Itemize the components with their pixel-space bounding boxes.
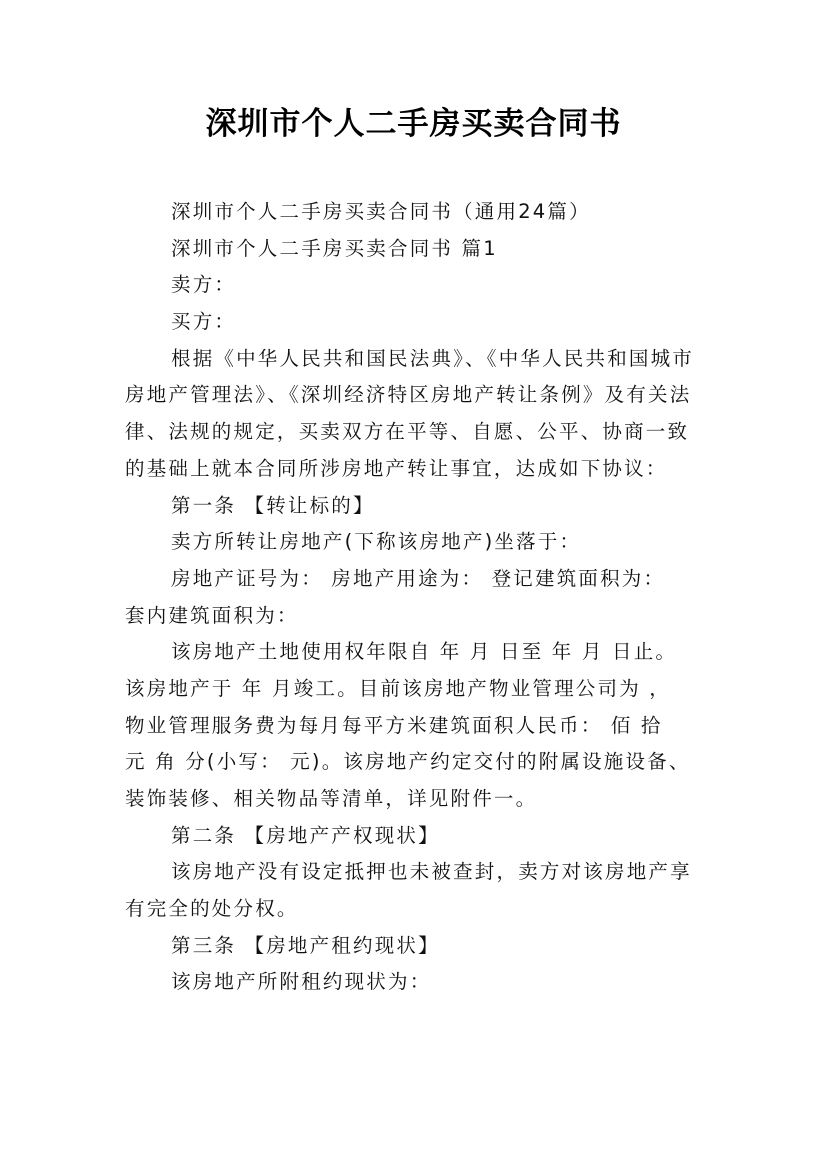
document-line: 第二条 【房地产产权现状】 [171, 823, 440, 847]
document-line: 装饰装修、相关物品等清单，详见附件一。 [125, 787, 538, 810]
document-body [125, 194, 717, 1001]
document-line: 深圳市个人二手房买卖合同书 篇1 [171, 236, 498, 260]
document-line: 卖方： [171, 273, 237, 297]
document-line: 该房地产土地使用权年限自 年 月 日至 年 月 日止。 [171, 640, 678, 664]
document-line: 卖方所转让房地产(下称该房地产)坐落于： [171, 530, 582, 554]
document-line: 的基础上就本合同所涉房地产转让事宜，达成如下协议： [125, 456, 668, 480]
document-line: 物业管理服务费为每月每平方米建筑面积人民币： 佰 拾 [125, 713, 663, 737]
document-line: 深圳市个人二手房买卖合同书（通用24篇） [171, 200, 591, 223]
document-line: 第三条 【房地产租约现状】 [171, 933, 440, 957]
document-line: 该房地产所附租约现状为： [171, 970, 432, 994]
document-line: 该房地产没有设定抵押也未被查封，卖方对该房地产享 [171, 860, 692, 884]
document-line: 根据《中华人民共和国民法典》、《中华人民共和国城市 [171, 346, 695, 370]
document-line: 房地产证号为： 房地产用途为： 登记建筑面积为： [171, 566, 666, 590]
document-line: 有完全的处分权。 [125, 897, 299, 921]
document-line: 律、法规的规定，买卖双方在平等、自愿、公平、协商一致 [125, 420, 690, 444]
document-line: 买方： [171, 310, 237, 334]
document-line: 该房地产于 年 月竣工。目前该房地产物业管理公司为 ， [125, 676, 671, 700]
document-line: 元 角 分(小写： 元)。该房地产约定交付的附属设施设备、 [125, 750, 691, 774]
document-line: 套内建筑面积为： [125, 603, 299, 627]
document-title: 深圳市个人二手房买卖合同书 [205, 106, 622, 142]
document-line: 第一条 【转让标的】 [171, 493, 375, 517]
document-line: 房地产管理法》、《深圳经济特区房地产转让条例》及有关法 [125, 383, 692, 407]
